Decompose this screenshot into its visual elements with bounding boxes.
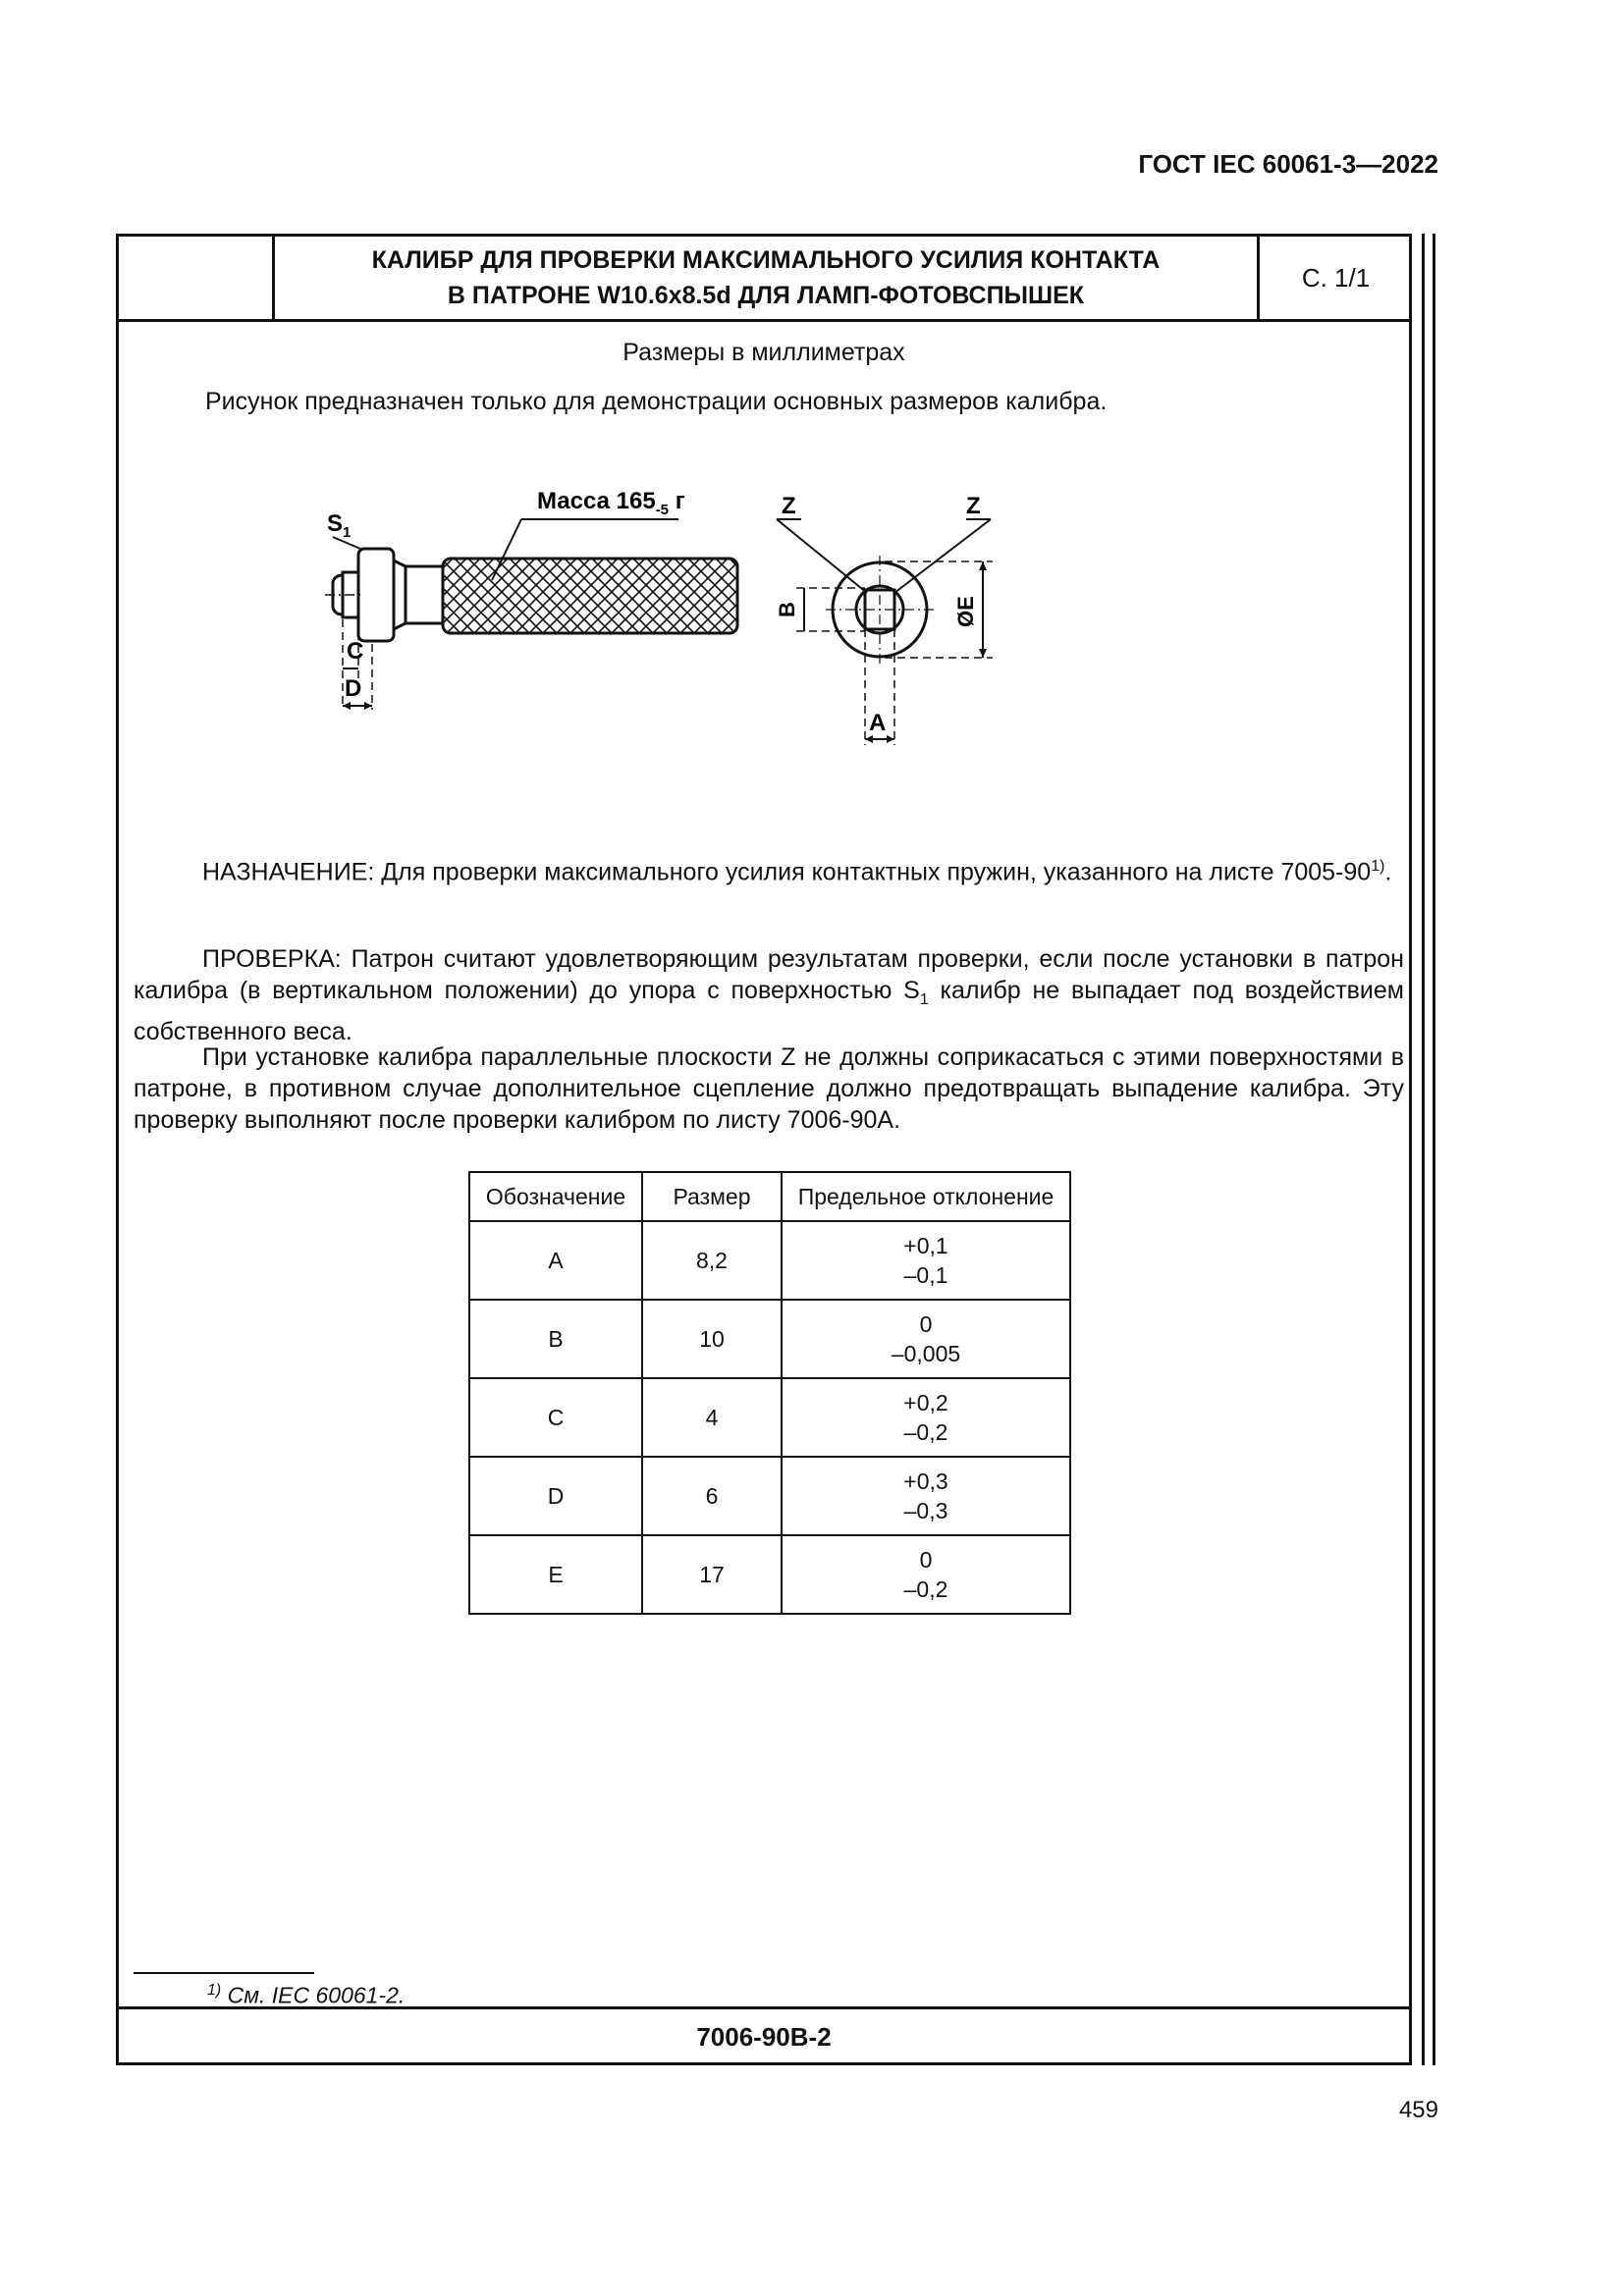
cell-tolerance: +0,2 –0,2: [782, 1378, 1070, 1457]
cell-size: 17: [642, 1535, 782, 1614]
cell-tolerance: 0 –0,005: [782, 1300, 1070, 1378]
mass-label: Масса $165_{-5}$ г: [537, 488, 685, 518]
table-row: [469, 1221, 1070, 1300]
dimensions-table: [468, 1171, 1071, 1615]
header-designation: Обозначение: [469, 1172, 642, 1221]
gauge-neck: [406, 566, 443, 623]
label-z-left: Z: [782, 493, 796, 519]
gauge-drawing: [296, 482, 1376, 806]
cell-size: 4: [642, 1378, 782, 1457]
frame-rail-outer: [1433, 234, 1435, 2065]
check-paragraph: ПРОВЕРКА: Патрон считают удовлетворяющим результатам проверки, если после установки в патрон калибра (в вертикальном положении) до упора с поверхностью $S_1$ калибр не выпадает под воздействием собственного веса.: [134, 945, 1404, 1045]
title-line-2: В ПАТРОНЕ W10.6x8.5d ДЛЯ ЛАМП-ФОТОВСПЫШЕК: [447, 282, 1085, 309]
header-size: Размер: [642, 1172, 782, 1221]
label-s1: $S_1$: [327, 510, 352, 541]
cell-tolerance: +0,1 –0,1: [782, 1221, 1070, 1300]
figure-note: Рисунок предназначен только для демонстрации основных размеров калибра.: [205, 388, 1108, 415]
cell-symbol: E: [469, 1535, 642, 1614]
table-header-row: [469, 1172, 1070, 1221]
label-e: ØE: [953, 596, 978, 627]
gauge-end-view: [775, 493, 993, 745]
sheet-frame: [116, 234, 1412, 2065]
title-block: [119, 237, 1409, 322]
label-b: B: [775, 602, 799, 617]
cell-size: 10: [642, 1300, 782, 1378]
cell-tolerance: 0 –0,2: [782, 1535, 1070, 1614]
page-number: 459: [1398, 2097, 1438, 2123]
sheet-title: [275, 237, 1257, 319]
cell-symbol: B: [469, 1300, 642, 1378]
cell-symbol: D: [469, 1457, 642, 1535]
table-row: [469, 1378, 1070, 1457]
label-c: C: [347, 638, 364, 665]
frame-rail-inner: [1422, 234, 1425, 2065]
title-empty-cell: [119, 237, 275, 319]
footnote-divider: [134, 1972, 314, 1974]
sheet-code: 7006-90B-2: [119, 2006, 1409, 2065]
cell-symbol: C: [469, 1378, 642, 1457]
header-tolerance: Предельное отклонение: [782, 1172, 1070, 1221]
knurled-handle: [443, 559, 737, 633]
label-d: D: [345, 675, 362, 702]
cell-size: 8,2: [642, 1221, 782, 1300]
table-row: [469, 1535, 1070, 1614]
table-row: [469, 1300, 1070, 1378]
label-z-right: Z: [966, 493, 981, 519]
cell-symbol: A: [469, 1221, 642, 1300]
cell-size: 6: [642, 1457, 782, 1535]
cell-tolerance: +0,3 –0,3: [782, 1457, 1070, 1535]
units-note: Размеры в миллиметрах: [622, 339, 905, 366]
table-row: [469, 1457, 1070, 1535]
purpose-paragraph: НАЗНАЧЕНИЕ: Для проверки максимального усилия контактных пружин, указанного на листе 7005-90$^{1)}$.: [202, 858, 1392, 886]
title-line-1: КАЛИБР ДЛЯ ПРОВЕРКИ МАКСИМАЛЬНОГО УСИЛИЯ КОНТАКТА: [371, 246, 1161, 274]
standard-header: ГОСТ IEC 60061-3—2022: [1138, 149, 1438, 179]
sheet-number: С. 1/1: [1257, 237, 1412, 319]
label-a: A: [869, 710, 887, 736]
install-paragraph: При установке калибра параллельные плоскости Z не должны соприкасаться с этими поверхностями в патроне, в противном случае дополнительное сцепление должно предотвращать выпадение калибра. Эту проверку выполняют после проверки калибром по листу 7006-90A.: [134, 1043, 1404, 1134]
gauge-flange: [358, 549, 394, 641]
footnote: $^{1)}$ См. IEC 60061-2.: [207, 1982, 406, 2008]
gauge-side-view: [325, 488, 737, 710]
